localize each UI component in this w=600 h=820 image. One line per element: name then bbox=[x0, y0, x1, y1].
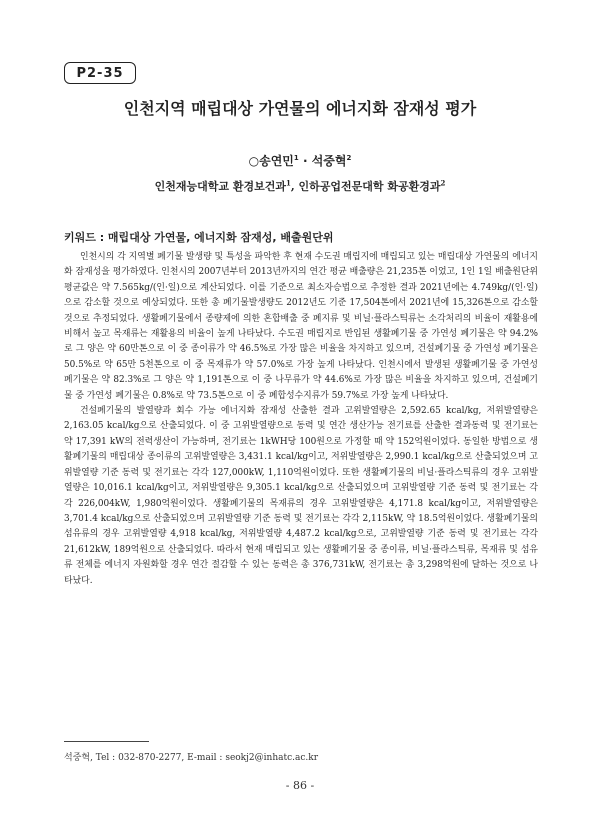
session-code: P2-35 bbox=[76, 65, 124, 81]
paper-title: 인천지역 매립대상 가연물의 에너지화 잠재성 평가 bbox=[123, 99, 477, 118]
author-line bbox=[0, 152, 600, 169]
affiliation-1: 인천재능대학교 환경보건과 bbox=[154, 180, 286, 193]
author-name-2: 석중혁 bbox=[311, 154, 347, 168]
abstract-paragraph-2: 건설폐기물의 발열량과 회수 가능 에너지화 잠재성 산출한 결과 고위발열량은 2,592.65 kcal/kg, 저위발열량은 2,163.05 kcal/kg으로 산출되었다. 이 중 고위발열량으로 동력 및 연간 생산가능 전기료를 산출한 결과동력 및 전기료는 약 17,391 kW의 전력생산이 가능하며, 전기료는 1kWH당 100원으로 가정할 때 약 152억원이었다. 동일한 방법으로 생활폐기물의 매립대상 종이류의 고위발열량은 3,431.1 kcal/kg이고, 저위발열량은 2,990.1 kcal/kg으로 산출되었으며 고위발열량 기준 동력 및 전기료는 각각 127,000kW, 1,110억원이었다. 또한 생활폐기물의 비닐·플라스틱류의 경우 고위발열량은 10,016.1 kcal/kg이고, 저위발열량은 9,305.1 kcal/kg으로 산출되었으며 고위발열량 기준 동력 및 전기료는 각각 226,004kW, 1,980억원이었다. 생활폐기물의 목재류의 경우 고위발열량은 4,171.8 kcal/kg이고, 저위발열량은 3,701.4 kcal/kg으로 산출되었으며 고위발열량 기준 동력 및 전기료는 각각 2,115kW, 약 18.5억원이었다. 생활폐기물의 섬유류의 경우 고위발열량 4,918 kcal/kg, 저위발열량 4,487.2 kcal/kg으로, 고위발열량 기준 동력 및 전기료는 각각 21,612kW, 189억원으로 산출되었다. 따라서 현재 매립되고 있는 생활폐기물 중 종이류, 비닐·플라스틱류, 목재류 및 섬유류 전체를 에너지 자원화할 경우 연간 절감할 수 있는 동력은 총 376,731kW, 전기료는 총 3,298억원에 달하는 것으로 나타났다. bbox=[64, 406, 538, 586]
keywords: 키워드 : 매립대상 가연물, 에너지화 잠재성, 배출원단위 bbox=[64, 231, 334, 244]
author-name-1: 송연민 bbox=[259, 154, 294, 168]
abstract-paragraph-1: 인천시의 각 지역별 폐기물 발생량 및 특성을 파악한 후 현재 수도권 매립지에 매립되고 있는 매립대상 가연물의 에너지화 잠재성을 평가하였다. 인천시의 2007년부터 2013년까지의 연간 평균 배출량은 21,235톤 이었고, 1인 1일 배출원단위 평균값은 약 7.565kg/(인·일)으로 계산되었다. 이를 기준으로 최소자승법으로 추정한 결과 2021년에는 4.749kg/(인·일)으로 감소할 것으로 예상되었다. 또한 총 폐기물발생량도 2012년도 기준 17,504톤에서 2021년에 15,326톤으로 감소할 것으로 추정되었다. 생활폐기물에서 종량제에 의한 혼합배출 중 폐지류 및 비닐·플라스틱류는 소각처리의 비율이 재활용에 비해서 높고 목재류는 재활용의 비율이 높게 나타났다. 수도권 매립지로 반입된 생활폐기물 중 가연성 폐기물은 약 94.2%로 그 양은 약 60만톤으로 이 중 종이류가 약 46.5%로 가장 많은 비율을 차지하고 있으며, 건설폐기물 중 가연성 폐기물은 50.5%로 약 65만 5천톤으로 이 중 목재류가 약 57.0%로 가장 높게 나타났다. 인천시에서 발생된 생활폐기물 중 가연성 폐기물은 약 82.3%로 그 양은 약 1,191톤으로 이 중 나무류가 약 44.6%로 가장 많은 비율을 차지하고 있으며, 건설폐기물 중 가연성 폐기물은 0.8%로 약 73.5톤으로 이 중 폐합성수지류가 59.7%로 가장 높게 나타났다. bbox=[64, 252, 538, 401]
affiliation-2: 인하공업전문대학 화공환경과 bbox=[298, 180, 441, 193]
affiliation-superscript-2: 2 bbox=[440, 178, 446, 188]
author-superscript-2: 2 bbox=[346, 154, 352, 162]
session-code-badge bbox=[64, 62, 136, 84]
author-superscript-1: 1 bbox=[293, 154, 299, 162]
affiliation-superscript-1: 1 bbox=[285, 178, 291, 188]
abstract-body bbox=[64, 250, 538, 589]
presenter-marker: ○ bbox=[248, 154, 260, 168]
author-separator: · bbox=[298, 154, 312, 168]
footnote-divider bbox=[64, 741, 149, 742]
contact-footnote: 석중혁, Tel : 032-870-2277, E-mail : seokj2@inhatc.ac.kr bbox=[64, 753, 319, 763]
affiliation-separator: , bbox=[290, 180, 299, 193]
page-number: - 86 - bbox=[285, 779, 315, 792]
affiliation-line bbox=[0, 178, 600, 194]
